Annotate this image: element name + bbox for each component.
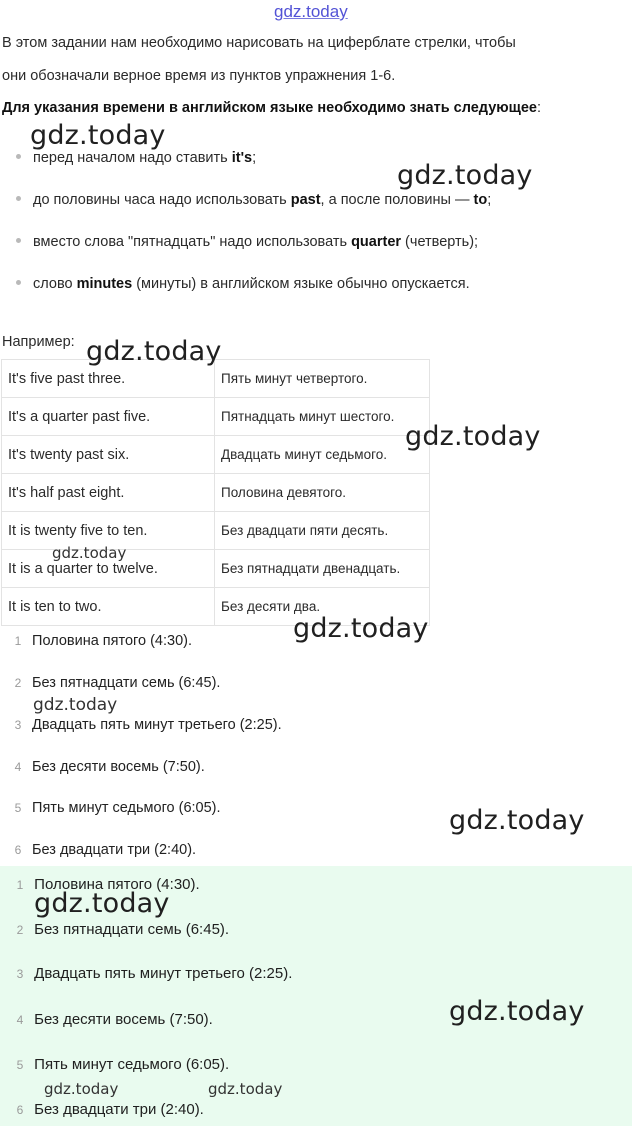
list-text: Двадцать пять минут третьего (2:25). (32, 717, 282, 733)
list-number: 3 (14, 718, 22, 732)
bullet-text: вместо слова "пятнадцать" надо использовать (33, 234, 352, 250)
bullet-bold: minutes (76, 276, 133, 292)
watermark: gdz.today (293, 613, 429, 644)
list-item (8, 842, 196, 858)
table-cell-ru: Пятнадцать минут шестого. (215, 398, 430, 436)
list-text: Без пятнадцати семь (6:45). (32, 675, 221, 691)
list-text: Без двадцати три (2:40). (32, 842, 197, 858)
table-cell-en: It is ten to two. (2, 588, 215, 626)
box-list-item (10, 1056, 229, 1073)
watermark: gdz.today (208, 1080, 283, 1098)
table-cell-en: It's a quarter past five. (2, 398, 215, 436)
bullet-text: ; (487, 192, 492, 208)
bullet-text: слово (33, 276, 77, 292)
list-item (8, 633, 192, 649)
list-number: 5 (16, 1058, 24, 1072)
list-text: Половина пятого (4:30). (34, 876, 200, 893)
watermark: gdz.today (33, 695, 118, 715)
list-item (8, 717, 282, 733)
table-row (2, 474, 430, 512)
watermark: gdz.today (44, 1080, 119, 1098)
watermark: gdz.today (86, 336, 222, 367)
watermark: gdz.today (34, 888, 170, 919)
list-number: 5 (14, 801, 22, 815)
watermark: gdz.today (397, 160, 533, 191)
table-cell-en: It's five past three. (2, 360, 215, 398)
list-item (8, 800, 221, 816)
list-item (8, 759, 205, 775)
bullet-bold: it's (231, 150, 253, 166)
list-number: 6 (14, 843, 22, 857)
bullet-dot-icon (16, 280, 21, 285)
bullet-text: до половины часа надо использовать (33, 192, 291, 208)
bullet-item (16, 234, 478, 250)
table-row (2, 436, 430, 474)
intro-line-2: они обозначали верное время из пунктов упражнения 1-6. (2, 68, 396, 84)
bullet-dot-icon (16, 154, 21, 159)
bullet-item (16, 276, 470, 292)
intro-line-1: В этом задании нам необходимо нарисовать на циферблате стрелки, чтобы (2, 35, 516, 51)
list-number: 6 (16, 1103, 24, 1117)
list-item (8, 675, 220, 691)
table-cell-en: It is twenty five to ten. (2, 512, 215, 550)
list-text: Без десяти восемь (7:50). (34, 1011, 213, 1028)
intro-bold-text: Для указания времени в английском языке необходимо знать следующее (2, 100, 537, 116)
list-number: 2 (16, 923, 24, 937)
list-text: Пять минут седьмого (6:05). (34, 1056, 230, 1073)
table-cell-en: It's twenty past six. (2, 436, 215, 474)
list-text: Половина пятого (4:30). (32, 633, 193, 649)
list-number: 4 (16, 1013, 24, 1027)
table-cell-ru: Без пятнадцати двенадцать. (215, 550, 430, 588)
site-title-link[interactable]: gdz.today (274, 2, 348, 21)
table-cell-ru: Половина девятого. (215, 474, 430, 512)
box-list-item (10, 1011, 213, 1028)
table-cell-ru: Без десяти два. (215, 588, 430, 626)
table-row (2, 398, 430, 436)
table-cell-en: It's half past eight. (2, 474, 215, 512)
bullet-bold: quarter (351, 234, 402, 250)
bullet-text: (четверть); (401, 234, 479, 250)
box-list-item (10, 965, 292, 982)
list-number: 2 (14, 676, 22, 690)
bullet-text: (минуты) в английском языке обычно опускается. (132, 276, 470, 292)
list-text: Двадцать пять минут третьего (2:25). (34, 965, 293, 982)
bullet-item (16, 150, 256, 166)
example-label: Например: (2, 334, 75, 350)
list-text: Без десяти восемь (7:50). (32, 759, 205, 775)
bullet-bold: past (290, 192, 321, 208)
watermark: gdz.today (30, 120, 166, 151)
intro-bold-line (2, 100, 541, 116)
bullet-dot-icon (16, 238, 21, 243)
list-number: 1 (16, 878, 24, 892)
bullet-bold: to (473, 192, 488, 208)
watermark: gdz.today (449, 805, 585, 836)
bullet-item (16, 192, 491, 208)
box-list-item (10, 1101, 204, 1118)
list-text: Без пятнадцати семь (6:45). (34, 921, 230, 938)
list-number: 4 (14, 760, 22, 774)
example-table (1, 359, 430, 626)
watermark: gdz.today (52, 544, 127, 562)
table-cell-ru: Двадцать минут седьмого. (215, 436, 430, 474)
table-cell-ru: Без двадцати пяти десять. (215, 512, 430, 550)
box-list-item (10, 921, 229, 938)
bullet-text: , а после половины — (320, 192, 474, 208)
list-number: 1 (14, 634, 22, 648)
table-cell-en: It is a quarter to twelve. (2, 550, 215, 588)
table-cell-ru: Пять минут четвертого. (215, 360, 430, 398)
list-text: Пять минут седьмого (6:05). (32, 800, 221, 816)
watermark: gdz.today (449, 996, 585, 1027)
list-text: Без двадцати три (2:40). (34, 1101, 204, 1118)
intro-bold-suffix: : (537, 100, 542, 116)
bullet-text: ; (252, 150, 257, 166)
bullet-text: перед началом надо ставить (33, 150, 232, 166)
watermark: gdz.today (405, 421, 541, 452)
bullet-dot-icon (16, 196, 21, 201)
list-number: 3 (16, 967, 24, 981)
